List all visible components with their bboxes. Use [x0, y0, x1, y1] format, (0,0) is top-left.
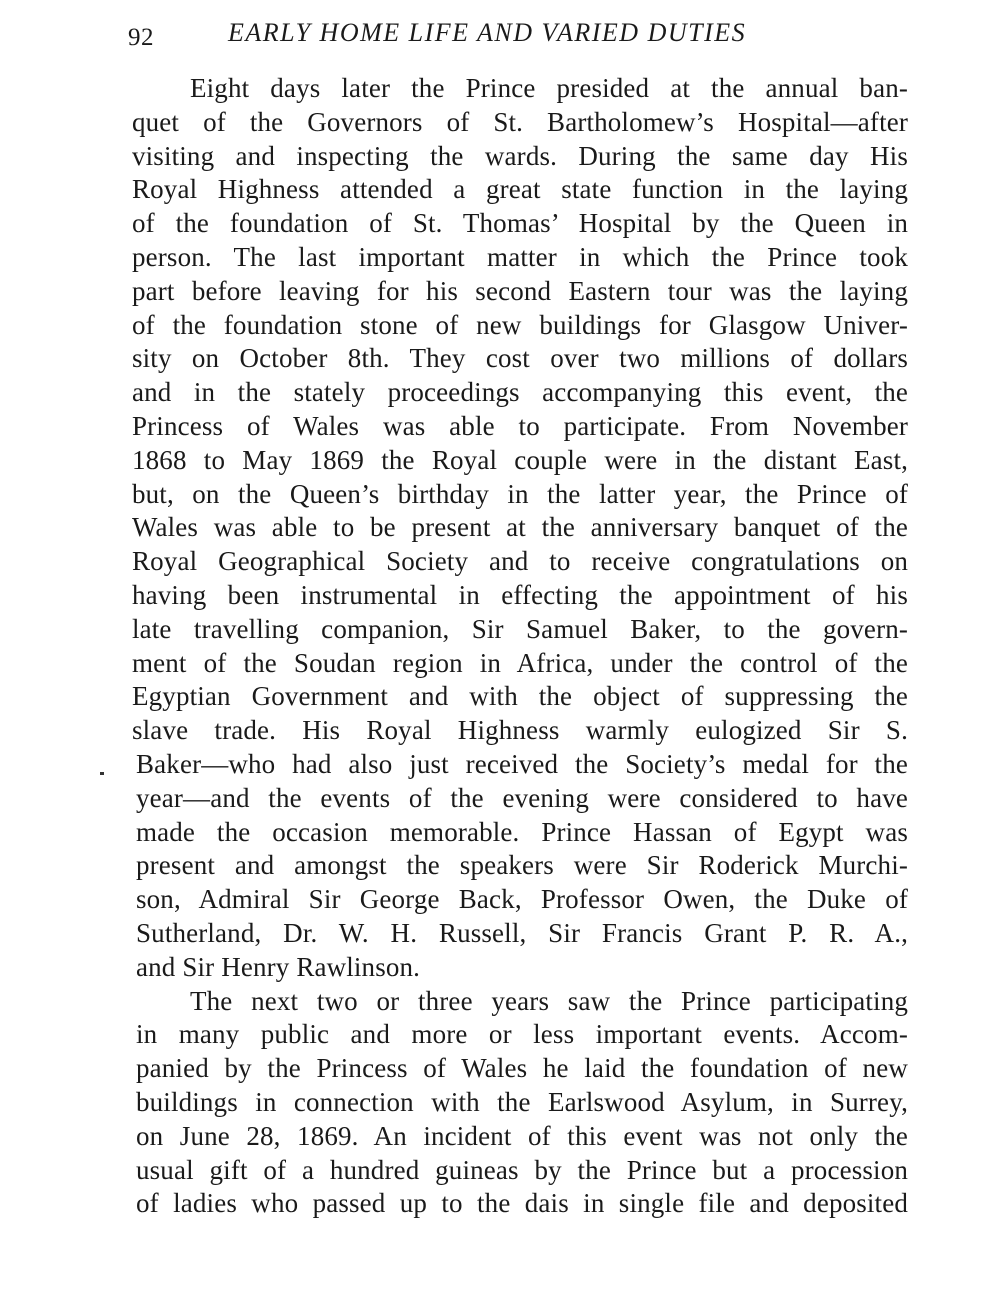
text-line: Baker—who had also just received the Society’s medal for the [136, 748, 908, 779]
text-line: present and amongst the speakers were Sir Roderick Murchi- [136, 850, 908, 881]
text-line: of the foundation of St. Thomas’ Hospital by the Queen in [132, 208, 908, 239]
text-line: Princess of Wales was able to participate. From November [132, 410, 908, 441]
text-line: on June 28, 1869. An incident of this event was not only the [136, 1120, 908, 1151]
text-line: son, Admiral Sir George Back, Professor Owen, the Duke of [136, 884, 908, 915]
text-line: sity on October 8th. They cost over two millions of dollars [132, 343, 908, 374]
running-title: EARLY HOME LIFE AND VARIED DUTIES [228, 18, 747, 47]
text-line: ment of the Soudan region in Africa, under the control of the [132, 647, 908, 678]
text-line: of the foundation stone of new buildings for Glasgow Univer- [132, 309, 908, 340]
text-line: and Sir Henry Rawlinson. [136, 951, 421, 982]
paragraph-2 [132, 985, 908, 1222]
body-text [132, 72, 908, 1221]
margin-mark [100, 772, 104, 775]
running-head [128, 16, 908, 56]
text-line: Royal Highness attended a great state function in the laying [132, 174, 908, 205]
text-line: late travelling companion, Sir Samuel Baker, to the govern- [132, 613, 908, 644]
text-line: buildings in connection with the Earlswood Asylum, in Surrey, [136, 1086, 908, 1117]
page-number: 92 [128, 24, 154, 51]
text-line: panied by the Princess of Wales he laid the foundation of new [136, 1053, 908, 1084]
text-line: Sutherland, Dr. W. H. Russell, Sir Francis Grant P. R. A., [136, 917, 908, 948]
text-line: Wales was able to be present at the anniversary banquet of the [132, 512, 908, 543]
text-line: visiting and inspecting the wards. During the same day His [132, 140, 908, 171]
text-line: made the occasion memorable. Prince Hassan of Egypt was [136, 816, 908, 847]
text-line: quet of the Governors of St. Bartholomew’s Hospital—after [132, 106, 908, 137]
text-line: 1868 to May 1869 the Royal couple were in the distant East, [132, 444, 908, 475]
text-line: in many public and more or less important events. Accom- [136, 1019, 908, 1050]
text-line: but, on the Queen’s birthday in the latter year, the Prince of [132, 478, 908, 509]
text-line: Egyptian Government and with the object of suppressing the [132, 681, 908, 712]
paragraph-1 [132, 72, 908, 985]
text-line: part before leaving for his second Eastern tour was the laying [132, 275, 908, 306]
text-line: of ladies who passed up to the dais in single file and deposited [136, 1188, 908, 1219]
text-line: usual gift of a hundred guineas by the Prince but a procession [136, 1154, 908, 1185]
text-line: Royal Geographical Society and to receive congratulations on [132, 546, 908, 577]
text-line: and in the stately proceedings accompanying this event, the [132, 377, 908, 408]
text-line: Eight days later the Prince presided at the annual ban- [190, 73, 908, 103]
text-line: slave trade. His Royal Highness warmly eulogized Sir S. [132, 715, 908, 746]
text-line: person. The last important matter in which the Prince took [132, 241, 908, 272]
text-line: having been instrumental in effecting the appointment of his [132, 579, 908, 610]
text-line: year—and the events of the evening were considered to have [136, 782, 908, 813]
text-line: The next two or three years saw the Prince participating [190, 985, 908, 1016]
